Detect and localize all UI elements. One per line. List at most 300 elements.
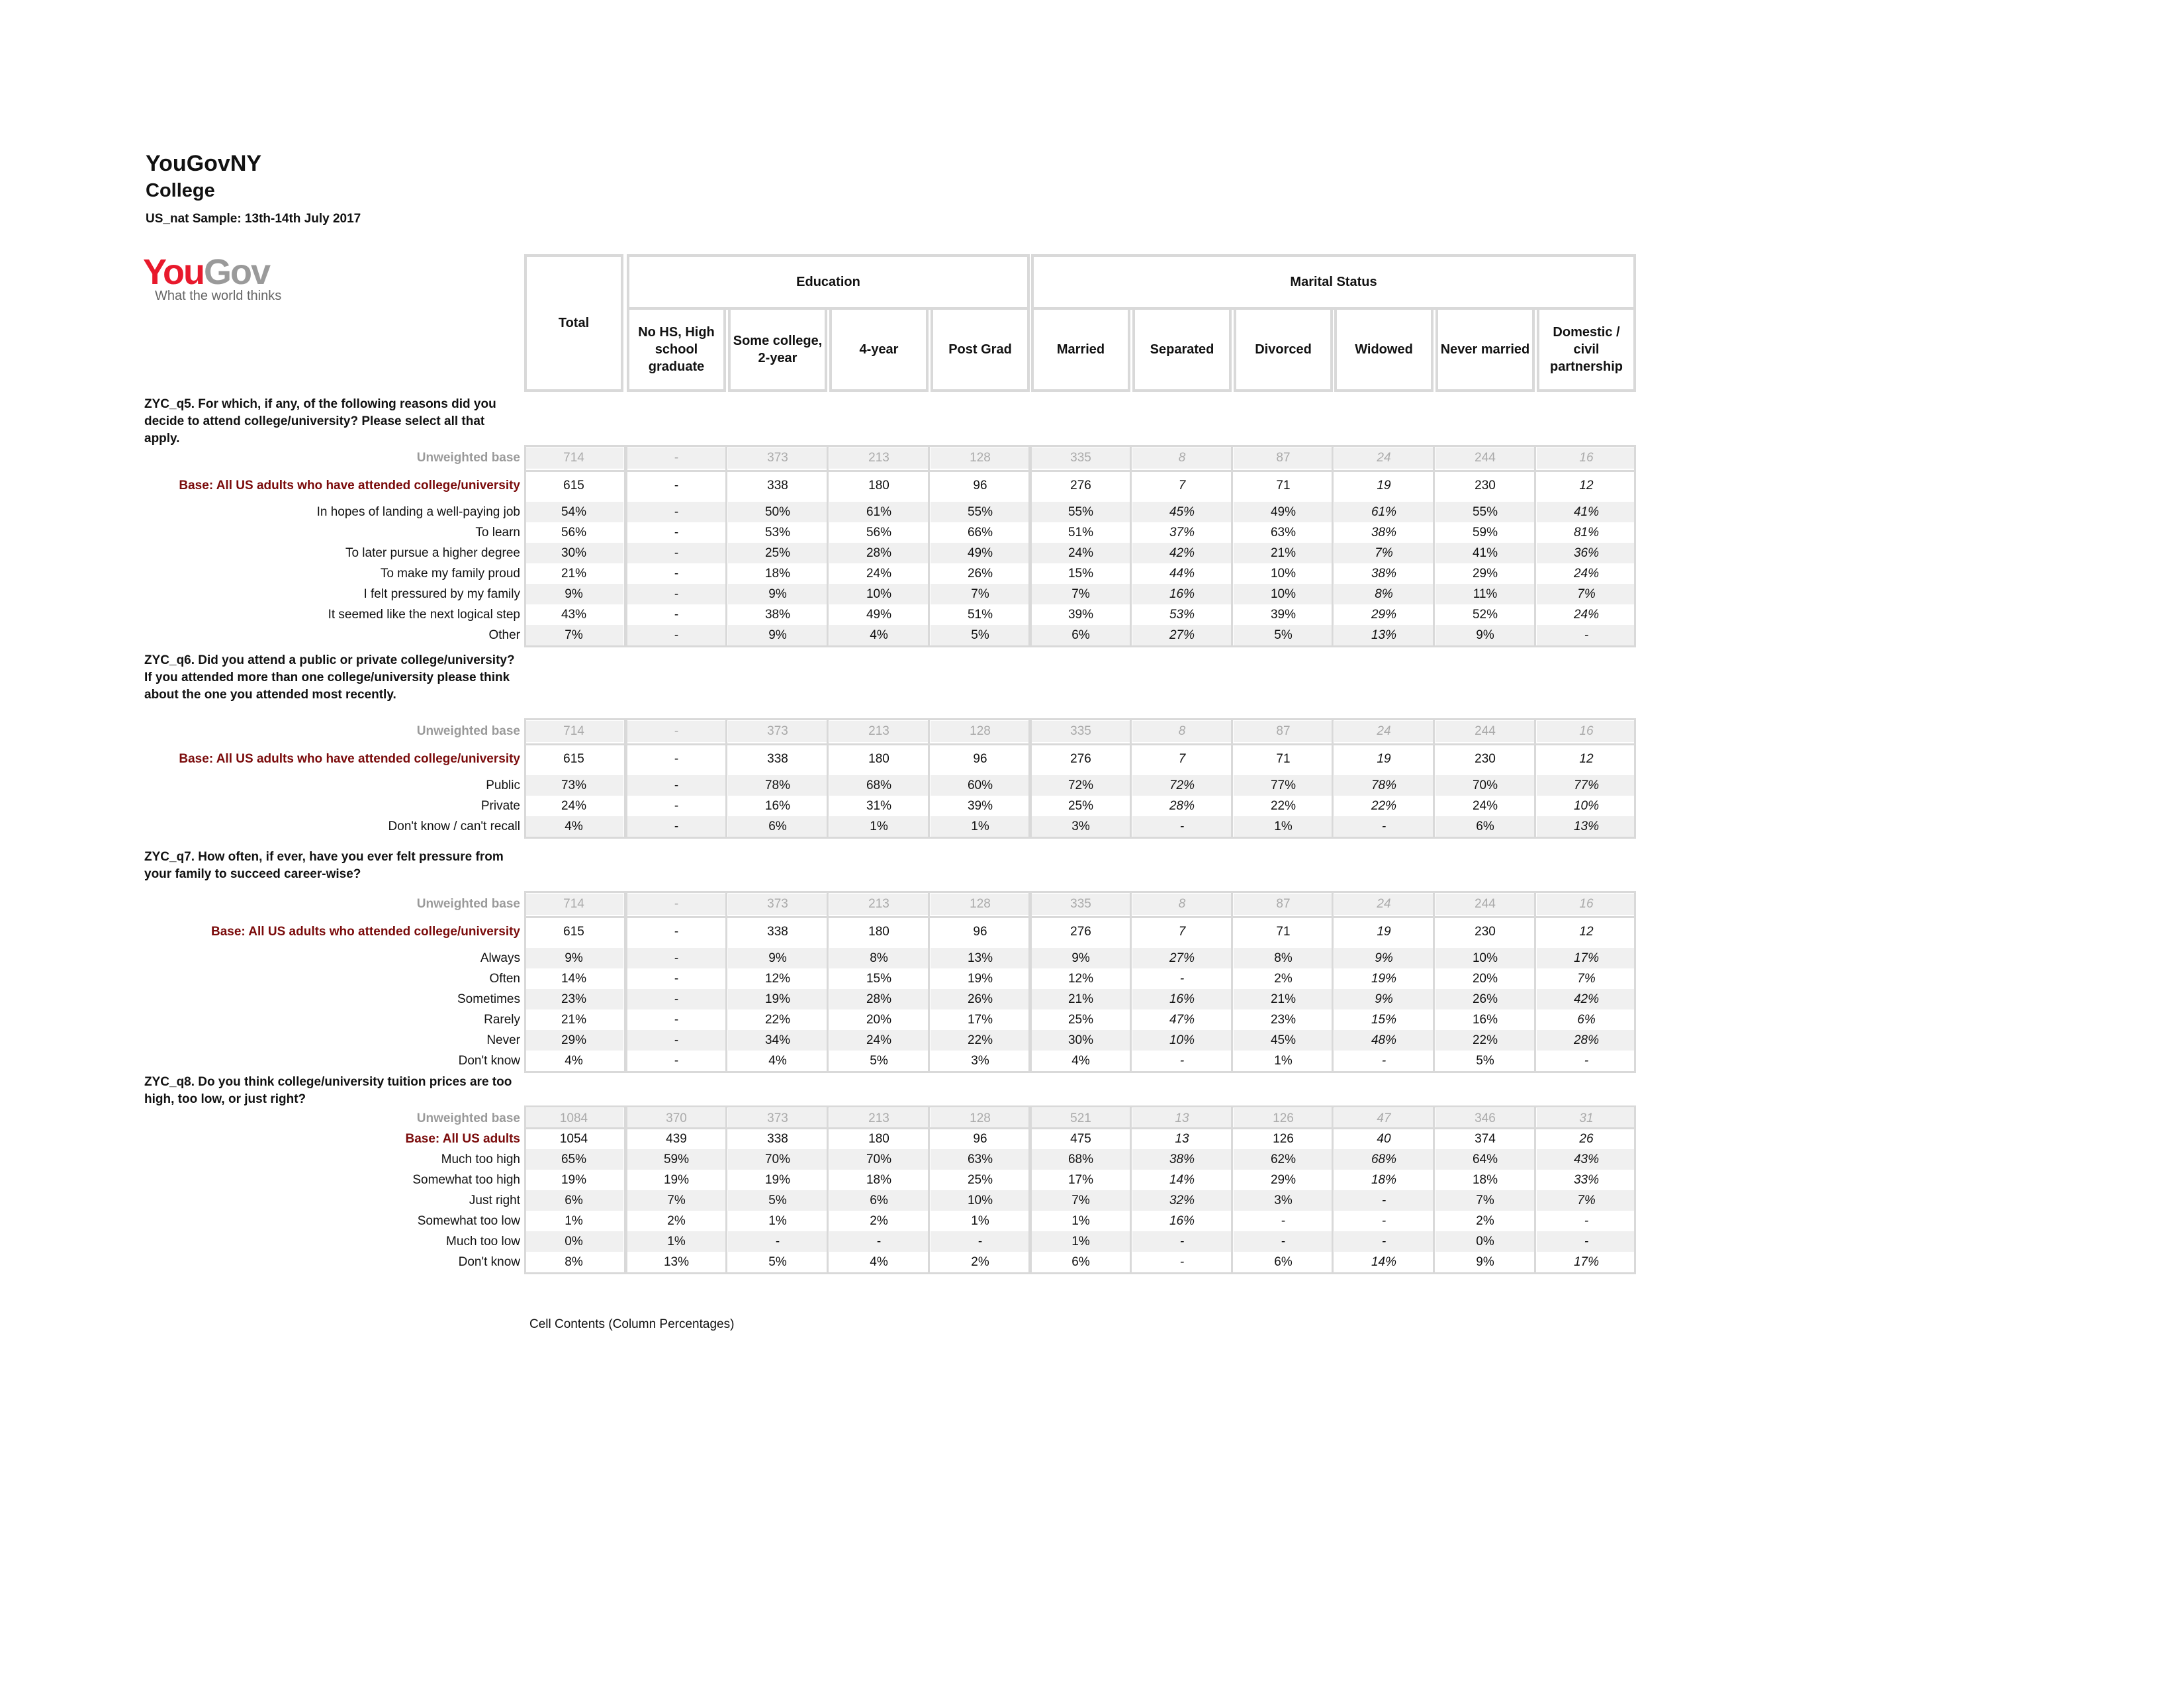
value-cell: 276 — [1070, 925, 1091, 939]
value-cell: 72% — [1132, 775, 1232, 796]
value-cell: 615 — [563, 925, 584, 939]
value-cell: 8 — [1132, 721, 1232, 742]
table-row — [0, 625, 2184, 645]
value-cell: 5% — [728, 1190, 827, 1211]
value-cell: 70% — [829, 1149, 929, 1170]
table-row — [0, 1030, 2184, 1051]
value-cell: 41% — [1537, 502, 1636, 522]
value-cell: 6% — [1071, 1254, 1090, 1269]
value-cell: 9% — [524, 584, 623, 604]
value-cell: 28% — [829, 989, 929, 1009]
report-title: YouGovNY — [146, 151, 262, 176]
value-cell: - — [1234, 1231, 1333, 1252]
column-separator — [928, 445, 930, 647]
value-cell: 45% — [1132, 502, 1232, 522]
value-cell: 9% — [1435, 625, 1535, 645]
value-cell: 68% — [829, 775, 929, 796]
column-header: Separated — [1132, 307, 1232, 392]
value-cell: 71 — [1276, 479, 1291, 492]
value-cell: 230 — [1475, 479, 1496, 492]
value-cell: 26% — [1435, 989, 1535, 1009]
row-label: Often — [489, 971, 520, 986]
value-cell: 31% — [866, 798, 892, 813]
value-cell: - — [1334, 1190, 1433, 1211]
value-cell: 14% — [561, 971, 587, 986]
row-label: Just right — [469, 1193, 520, 1207]
value-cell: 714 — [524, 447, 623, 469]
row-label: In hopes of landing a well-paying job — [316, 504, 520, 519]
value-cell: 19 — [1377, 752, 1391, 766]
value-cell: 10% — [1435, 948, 1535, 968]
value-cell: 19% — [561, 1172, 587, 1187]
value-cell: 19% — [967, 971, 993, 986]
value-cell: 5% — [1476, 1053, 1494, 1068]
column-separator — [827, 891, 829, 1073]
column-separator — [1433, 445, 1435, 647]
value-cell: 16% — [1472, 1012, 1498, 1027]
column-header: 4-year — [829, 307, 929, 392]
table-row — [0, 796, 2184, 816]
column-header: Never married — [1435, 307, 1535, 392]
value-cell: 24% — [1573, 566, 1600, 581]
row-label: Rarely — [484, 1012, 520, 1027]
value-cell: 87 — [1234, 447, 1333, 469]
value-cell: 21% — [1234, 989, 1333, 1009]
table-row — [0, 1190, 2184, 1211]
column-header: Domestic / civil partnership — [1537, 307, 1636, 392]
row-label: Don't know — [458, 1053, 520, 1068]
value-cell: 96 — [973, 479, 987, 492]
value-cell: 25% — [1068, 798, 1094, 813]
value-cell: 27% — [1132, 948, 1232, 968]
value-cell: 7% — [1031, 1190, 1130, 1211]
value-cell: 7% — [1537, 584, 1636, 604]
row-label: Don't know / can't recall — [388, 819, 520, 833]
question-text: ZYC_q7. How often, if ever, have you ever felt pressure from your family to succeed career-wise? — [144, 850, 504, 881]
value-cell: 9% — [728, 584, 827, 604]
value-cell: 4% — [870, 1254, 888, 1269]
column-separator — [1231, 445, 1233, 647]
value-cell: - — [1281, 1213, 1286, 1228]
row-separator — [524, 1127, 1636, 1129]
value-cell: - — [1381, 1213, 1387, 1228]
value-cell: 17% — [967, 1012, 993, 1027]
value-cell: 17% — [1573, 1254, 1600, 1269]
column-separator — [1028, 1105, 1032, 1274]
value-cell: 18% — [764, 566, 791, 581]
table-row — [0, 502, 2184, 522]
value-cell: 7% — [627, 1190, 726, 1211]
column-separator — [1332, 718, 1334, 839]
value-cell: 213 — [829, 1108, 929, 1129]
question-text: ZYC_q6. Did you attend a public or private college/university? If you attended more than one college/university please think about the one you attended most recently. — [144, 653, 515, 702]
value-cell: 7% — [1435, 1190, 1535, 1211]
column-separator — [1028, 445, 1032, 647]
value-cell: 18% — [1371, 1172, 1397, 1187]
value-cell: 1% — [1071, 1213, 1090, 1228]
table-row — [0, 1231, 2184, 1252]
value-cell: 43% — [561, 607, 587, 622]
value-cell: 19% — [764, 1172, 791, 1187]
value-cell: 7 — [1178, 925, 1186, 939]
value-cell: 6% — [1577, 1012, 1596, 1027]
value-cell: 213 — [829, 447, 929, 469]
value-cell: 2% — [667, 1213, 686, 1228]
value-cell: 213 — [829, 721, 929, 742]
base-row — [0, 471, 2184, 500]
value-cell: 521 — [1031, 1108, 1130, 1129]
value-cell: 19% — [663, 1172, 690, 1187]
value-cell: 213 — [829, 894, 929, 915]
value-cell: 1% — [1234, 816, 1333, 837]
value-cell: 126 — [1273, 1131, 1294, 1146]
value-cell: 615 — [563, 479, 584, 492]
value-cell: 244 — [1435, 894, 1535, 915]
value-cell: 10% — [1132, 1030, 1232, 1051]
value-cell: 373 — [728, 894, 827, 915]
table-row — [0, 1252, 2184, 1272]
group-header-education: Education — [627, 254, 1030, 310]
value-cell: 73% — [524, 775, 623, 796]
table-row — [0, 1211, 2184, 1231]
value-cell: 7% — [931, 584, 1030, 604]
value-cell: 373 — [728, 1108, 827, 1129]
value-cell: 2% — [971, 1254, 989, 1269]
value-cell: - — [674, 971, 679, 986]
value-cell: 370 — [627, 1108, 726, 1129]
value-cell: 40 — [1377, 1131, 1391, 1146]
value-cell: 14% — [1371, 1254, 1397, 1269]
value-cell: 63% — [1270, 525, 1297, 539]
value-cell: 21% — [1031, 989, 1130, 1009]
value-cell: 22% — [1435, 1030, 1535, 1051]
base-row — [0, 917, 2184, 947]
column-separator — [725, 445, 727, 647]
value-cell: 13% — [663, 1254, 690, 1269]
value-cell: - — [1537, 1231, 1636, 1252]
row-label: Base: All US adults who have attended college/university — [179, 479, 520, 492]
value-cell: 128 — [931, 894, 1030, 915]
column-separator — [624, 1105, 627, 1274]
base-row — [0, 745, 2184, 774]
value-cell: 12 — [1579, 925, 1594, 939]
value-cell: 23% — [524, 989, 623, 1009]
value-cell: 43% — [1537, 1149, 1636, 1170]
value-cell: 9% — [1334, 989, 1433, 1009]
column-separator — [1332, 445, 1334, 647]
value-cell: 66% — [967, 525, 993, 539]
value-cell: 39% — [1068, 607, 1094, 622]
value-cell: 96 — [973, 752, 987, 766]
value-cell: - — [674, 1012, 679, 1027]
value-cell: 70% — [728, 1149, 827, 1170]
value-cell: 8% — [829, 948, 929, 968]
row-label: Unweighted base — [416, 1111, 520, 1125]
row-separator — [524, 470, 1636, 472]
value-cell: 38% — [764, 607, 791, 622]
value-cell: 15% — [866, 971, 892, 986]
value-cell: 96 — [973, 925, 987, 939]
value-cell: 9% — [1031, 948, 1130, 968]
row-separator — [524, 743, 1636, 745]
value-cell: 19% — [728, 989, 827, 1009]
row-label: To learn — [475, 525, 520, 539]
value-cell: 44% — [1169, 566, 1195, 581]
value-cell: 77% — [1234, 775, 1333, 796]
row-label: Unweighted base — [416, 451, 520, 465]
value-cell: 72% — [1031, 775, 1130, 796]
value-cell: 19% — [1371, 971, 1397, 986]
value-cell: 9% — [728, 625, 827, 645]
value-cell: 373 — [728, 721, 827, 742]
value-cell: 22% — [931, 1030, 1030, 1051]
value-cell: - — [627, 948, 726, 968]
row-label: I felt pressured by my family — [363, 586, 520, 601]
row-label: Sometimes — [457, 992, 520, 1006]
value-cell: 18% — [866, 1172, 892, 1187]
value-cell: 6% — [1435, 816, 1535, 837]
table-row — [0, 1170, 2184, 1190]
value-cell: 276 — [1070, 752, 1091, 766]
row-label: Other — [488, 628, 520, 642]
column-separator — [928, 891, 930, 1073]
value-cell: 56% — [866, 525, 892, 539]
value-cell: 49% — [931, 543, 1030, 563]
column-separator — [725, 718, 727, 839]
column-header: Some college, 2-year — [728, 307, 827, 392]
value-cell: 1054 — [559, 1131, 588, 1146]
value-cell: 78% — [1334, 775, 1433, 796]
table-row — [0, 1149, 2184, 1170]
value-cell: 6% — [524, 1190, 623, 1211]
value-cell: 47% — [1169, 1012, 1195, 1027]
value-cell: 55% — [931, 502, 1030, 522]
value-cell: 71 — [1276, 752, 1291, 766]
value-cell: - — [1132, 816, 1232, 837]
value-cell: 16% — [1132, 584, 1232, 604]
group-header-marital-status: Marital Status — [1031, 254, 1636, 310]
value-cell: 23% — [1270, 1012, 1297, 1027]
value-cell: 335 — [1031, 721, 1130, 742]
column-separator — [827, 1105, 829, 1274]
value-cell: 4% — [829, 625, 929, 645]
value-cell: 374 — [1475, 1131, 1496, 1146]
value-cell: 81% — [1573, 525, 1600, 539]
column-separator — [1231, 718, 1233, 839]
value-cell: 68% — [1334, 1149, 1433, 1170]
column-separator — [1534, 891, 1536, 1073]
value-cell: 17% — [1537, 948, 1636, 968]
row-label: Private — [480, 798, 520, 813]
value-cell: - — [627, 584, 726, 604]
column-header: No HS, High school graduate — [627, 307, 726, 392]
value-cell: 12% — [1068, 971, 1094, 986]
value-cell: 1084 — [524, 1108, 623, 1129]
value-cell: 15% — [1371, 1012, 1397, 1027]
value-cell: 13% — [1537, 816, 1636, 837]
report-subtitle: College — [146, 180, 215, 201]
row-label: To later pursue a higher degree — [345, 545, 520, 560]
value-cell: 7 — [1178, 752, 1186, 766]
value-cell: - — [674, 752, 679, 766]
value-cell: 10% — [829, 584, 929, 604]
value-cell: 70% — [1435, 775, 1535, 796]
value-cell: 7 — [1178, 479, 1186, 492]
value-cell: 61% — [1334, 502, 1433, 522]
value-cell: 13 — [1175, 1131, 1189, 1146]
value-cell: 3% — [1031, 816, 1130, 837]
value-cell: - — [674, 479, 679, 492]
column-separator — [1433, 718, 1435, 839]
value-cell: 244 — [1435, 447, 1535, 469]
row-label: It seemed like the next logical step — [328, 607, 520, 622]
value-cell: 230 — [1475, 925, 1496, 939]
value-cell: 32% — [1132, 1190, 1232, 1211]
value-cell: 34% — [728, 1030, 827, 1051]
value-cell: 4% — [768, 1053, 787, 1068]
value-cell: 2% — [1476, 1213, 1494, 1228]
value-cell: - — [674, 607, 679, 622]
value-cell: 6% — [1274, 1254, 1293, 1269]
column-header: Widowed — [1334, 307, 1433, 392]
value-cell: 16% — [1169, 1213, 1195, 1228]
value-cell: 29% — [524, 1030, 623, 1051]
row-label: Unweighted base — [416, 724, 520, 738]
table-row — [0, 948, 2184, 968]
value-cell: 62% — [1234, 1149, 1333, 1170]
column-separator — [1534, 445, 1536, 647]
value-cell: 71 — [1276, 925, 1291, 939]
column-separator — [1130, 445, 1132, 647]
column-separator — [1130, 718, 1132, 839]
value-cell: - — [674, 566, 679, 581]
value-cell: 21% — [561, 1012, 587, 1027]
value-cell: 0% — [1435, 1231, 1535, 1252]
column-separator — [624, 718, 627, 839]
column-separator — [624, 891, 627, 1073]
value-cell: - — [1132, 1231, 1232, 1252]
value-cell: 5% — [768, 1254, 787, 1269]
column-header: Post Grad — [931, 307, 1030, 392]
base-row — [0, 1129, 2184, 1149]
value-cell: 49% — [1234, 502, 1333, 522]
table-row — [0, 604, 2184, 625]
table-row — [0, 1009, 2184, 1030]
value-cell: 1% — [768, 1213, 787, 1228]
value-cell: 10% — [1234, 584, 1333, 604]
value-cell: 52% — [1472, 607, 1498, 622]
value-cell: 49% — [866, 607, 892, 622]
value-cell: - — [627, 721, 726, 742]
value-cell: 5% — [1234, 625, 1333, 645]
unweighted-base-row — [0, 894, 2184, 915]
value-cell: 16 — [1537, 894, 1636, 915]
row-label: Somewhat too low — [417, 1213, 520, 1228]
value-cell: - — [1179, 1053, 1185, 1068]
value-cell: 26% — [967, 566, 993, 581]
column-separator — [827, 718, 829, 839]
value-cell: 42% — [1537, 989, 1636, 1009]
value-cell: 8% — [565, 1254, 583, 1269]
value-cell: 230 — [1475, 752, 1496, 766]
value-cell: 27% — [1132, 625, 1232, 645]
value-cell: - — [674, 798, 679, 813]
value-cell: 1% — [931, 816, 1030, 837]
value-cell: 16 — [1537, 721, 1636, 742]
value-cell: 2% — [1274, 971, 1293, 986]
value-cell: 77% — [1537, 775, 1636, 796]
value-cell: 22% — [764, 1012, 791, 1027]
value-cell: 11% — [1435, 584, 1535, 604]
value-cell: 1% — [1274, 1053, 1293, 1068]
value-cell: 22% — [1371, 798, 1397, 813]
value-cell: 30% — [524, 543, 623, 563]
value-cell: - — [627, 816, 726, 837]
value-cell: 180 — [868, 479, 889, 492]
value-cell: 16% — [764, 798, 791, 813]
column-separator — [1130, 891, 1132, 1073]
value-cell: 65% — [524, 1149, 623, 1170]
value-cell: 24% — [866, 566, 892, 581]
value-cell: 59% — [1472, 525, 1498, 539]
value-cell: 25% — [1068, 1012, 1094, 1027]
value-cell: 1% — [627, 1231, 726, 1252]
table-row — [0, 968, 2184, 989]
table-row — [0, 543, 2184, 563]
value-cell: 615 — [563, 752, 584, 766]
value-cell: 29% — [1270, 1172, 1297, 1187]
question-text: ZYC_q8. Do you think college/university tuition prices are too high, too low, or just right? — [144, 1075, 512, 1106]
value-cell: 53% — [764, 525, 791, 539]
value-cell: 15% — [1068, 566, 1094, 581]
value-cell: 19 — [1377, 479, 1391, 492]
value-cell: 28% — [1537, 1030, 1636, 1051]
value-cell: 6% — [728, 816, 827, 837]
column-separator — [1433, 891, 1435, 1073]
value-cell: 24 — [1334, 447, 1433, 469]
row-label: Much too high — [441, 1152, 520, 1166]
value-cell: 1% — [1031, 1231, 1130, 1252]
yougov-logo: YouGov What the world thinks — [143, 252, 282, 303]
value-cell: 9% — [1334, 948, 1433, 968]
value-cell: - — [1179, 1254, 1185, 1269]
table-row — [0, 816, 2184, 837]
value-cell: 28% — [1169, 798, 1195, 813]
value-cell: 8 — [1132, 894, 1232, 915]
table-row — [0, 989, 2184, 1009]
value-cell: 338 — [767, 925, 788, 939]
value-cell: 3% — [1234, 1190, 1333, 1211]
value-cell: 16% — [1132, 989, 1232, 1009]
value-cell: 39% — [967, 798, 993, 813]
column-separator — [827, 445, 829, 647]
value-cell: 6% — [1031, 625, 1130, 645]
value-cell: 338 — [767, 1131, 788, 1146]
value-cell: 9% — [1476, 1254, 1494, 1269]
value-cell: 5% — [931, 625, 1030, 645]
column-separator — [1332, 891, 1334, 1073]
value-cell: 9% — [524, 948, 623, 968]
value-cell: 24% — [1031, 543, 1130, 563]
column-separator — [1534, 1105, 1536, 1274]
table-row — [0, 1051, 2184, 1071]
value-cell: 16 — [1537, 447, 1636, 469]
value-cell: 24% — [1472, 798, 1498, 813]
value-cell: - — [627, 447, 726, 469]
value-cell: - — [627, 543, 726, 563]
value-cell: 10% — [1573, 798, 1600, 813]
value-cell: 8% — [1234, 948, 1333, 968]
